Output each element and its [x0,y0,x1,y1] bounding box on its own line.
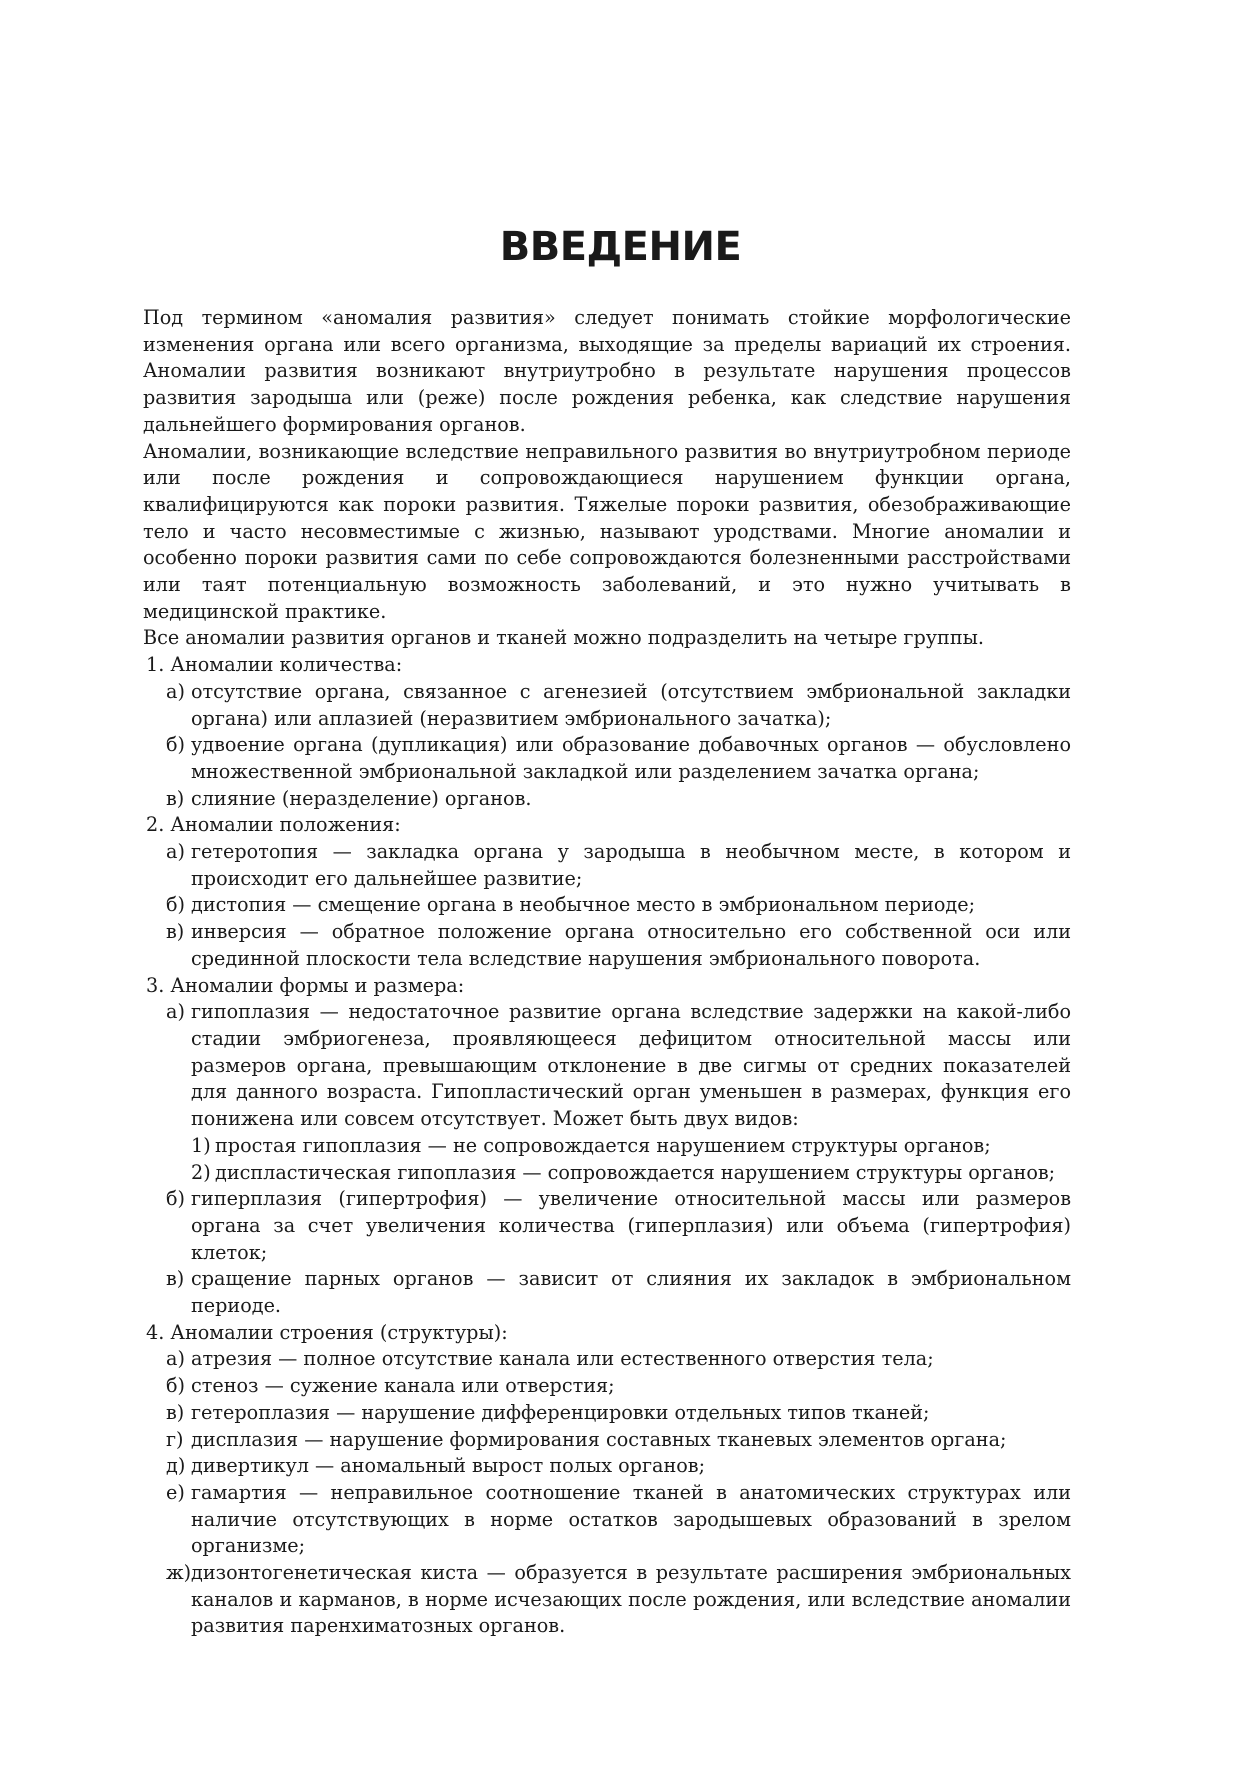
sub-list-item: 1) простая гипоплазия — не сопровождается нарушением структуры органов; [191,1133,991,1157]
list-item: а) гетеротопия — закладка органа у зародыша в необычном месте, в котором и происходит его дальнейшее развитие; [166,840,1071,890]
list-item: в) гетероплазия — нарушение дифференцировки отдельных типов тканей; [166,1400,930,1424]
paragraph-intro: Под термином «аномалия развития» следует понимать стойкие морфологические изменения органа или всего организма, выходящие за пределы вариаций их строения. Аномалии развития возникают внутриутробно в результате нарушения процессов развития зародыша или (реже) после рождения ребенка, как следствие нарушения дальнейшего формирования органов. [143,306,1071,436]
list-item: б) дистопия — смещение органа в необычное место в эмбриональном периоде; [166,893,976,917]
list-item: е) гамартия — неправильное соотношение тканей в анатомических структурах или наличие отсутствующих в норме остатков зародышевых образований в зрелом организме; [166,1480,1071,1558]
body-text [143,305,1071,1640]
list-item: а) атрезия — полное отсутствие канала или естественного отверстия тела; [166,1347,934,1371]
paragraph-defects: Аномалии, возникающие вследствие неправильного развития во внутриутробном периоде или после рождения и сопровождающиеся нарушением функции органа, квалифицируются как пороки развития. Тяжелые пороки развития, обезображивающие тело и часто несовместимые с жизнью, называют уродствами. Многие аномалии и особенно пороки развития сами по себе сопровождаются болезненными расстройствами или таят потенциальную возможность заболеваний, и это нужно учитывать в медицинской практике. [143,439,1071,623]
list-item: в) сращение парных органов — зависит от слияния их закладок в эмбриональном периоде. [166,1267,1071,1318]
list-item: а) гипоплазия — недостаточное развитие органа вследствие задержки на какой-либо стадии эмбриогенеза, проявляющееся дефицитом относительной массы или размеров органа, превышающим отклонение в две сигмы от средних показателей для данного возраста. Гипопластический орган уменьшен в размерах, функция его понижена или совсем отсутствует. Может быть двух видов: [166,1000,1071,1131]
list-item: б) стеноз — сужение канала или отверстия; [166,1374,615,1398]
list-item: в) слияние (неразделение) органов. [166,786,532,810]
group-structure: 4. Аномалии строения (структуры): [146,1320,508,1344]
paragraph-groups-intro: Все аномалии развития органов и тканей можно подразделить на четыре группы. [143,626,985,650]
group-position: 2. Аномалии положения: [146,813,401,837]
list-item: б) удвоение органа (дупликация) или образование добавочных органов — обусловлено множественной эмбриональной закладкой или разделением зачатка органа; [166,733,1071,783]
list-item: ж) дизонтогенетическая киста — образуется в результате расширения эмбриональных каналов и карманов, в норме исчезающих после рождения, или вследствие аномалии развития паренхиматозных органов. [166,1561,1071,1638]
list-item: а) отсутствие органа, связанное с агенезией (отсутствием эмбриональной закладки органа) или аплазией (неразвитием эмбрионального зачатка); [166,679,1071,730]
list-item: г) дисплазия — нарушение формирования составных тканевых элементов органа; [166,1427,1007,1451]
sub-list-item: 2) диспластическая гипоплазия — сопровождается нарушением структуры органов; [191,1160,1056,1184]
list-item: д) дивертикул — аномальный вырост полых органов; [166,1454,706,1478]
group-quantity: 1. Аномалии количества: [146,653,403,677]
page-title: ВВЕДЕНИЕ [499,224,742,270]
list-item: б) гиперплазия (гипертрофия) — увеличение относительной массы или размеров органа за счет увеличения количества (гиперплазия) или объема (гипертрофия) клеток; [166,1187,1071,1264]
list-item: в) инверсия — обратное положение органа относительно его собственной оси или срединной плоскости тела вследствие нарушения эмбрионального поворота. [166,920,1071,970]
group-shape-size: 3. Аномалии формы и размера: [146,973,465,997]
